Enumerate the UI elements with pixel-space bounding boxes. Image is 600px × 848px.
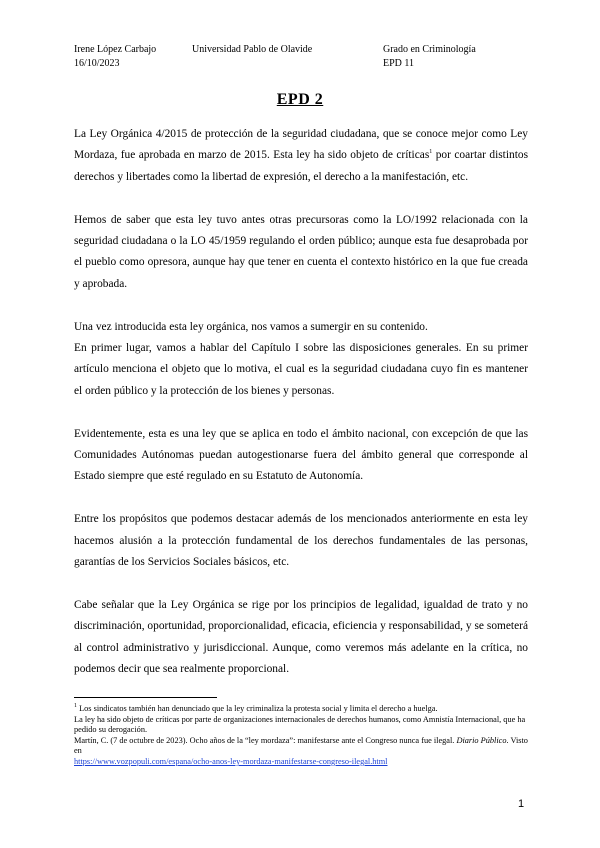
footnote-separator [74,697,217,698]
header-author: Irene López Carbajo [74,44,157,55]
footnote-line-2: La ley ha sido objeto de críticas por parte de organizaciones internacionales de derechos humanos, como Amnistía Internacional, que ha pedido su derogación. [74,714,526,735]
paragraph-purposes: Entre los propósitos que podemos destacar además de los mencionados anteriormente en esta ley hacemos alusión a la protección fundamental de los derechos fundamentales de las personas, garantías de los Servicios Sociales básicos, etc. [74,513,528,569]
paragraph-precursors: Hemos de saber que esta ley tuvo antes otras precursoras como la LO/1992 relacionada con la seguridad ciudadana o la LO 45/1959 regulando el orden público; aunque esta fue desaprobada por el pueblo como opresora, aunque hay que tener en cuenta el contexto histórico en la que fue creada y aprobada. [74,213,528,290]
header-degree: Grado en Criminología [383,44,476,55]
footnote [74,704,534,768]
header-epd: EPD 11 [383,58,415,69]
citation-text: Martín, C. (7 de octubre de 2023). Ocho años de la “ley mordaza”: manifestarse ante el Congreso nunca fue ilegal. [74,735,457,745]
paragraph-principles: Cabe señalar que la Ley Orgánica se rige por los principios de legalidad, igualdad de trato y no discriminación, oportunidad, proporcionalidad, eficacia, eficiencia y responsabilidad, y se someterá al control administrativo y jurisdiccional. Aunque, como veremos más adelante en la crítica, no podemos decir que sea realmente proporcional. [74,598,528,676]
header-date: 16/10/2023 [74,58,120,69]
citation-link[interactable]: https://www.vozpopuli.com/espana/ocho-anos-ley-mordaza-manifestarse-congreso-ilegal.html [74,756,388,766]
header-university: Universidad Pablo de Olavide [192,44,313,55]
document-body [74,124,528,702]
citation-source: Diario Público [456,735,507,745]
footnote-citation [74,736,534,757]
paragraph-intro-post: por coartar distintos derechos y libertades como la libertad de expresión, el derecho a la manifestación, etc. [74,149,529,183]
page-number: 1 [518,798,525,810]
paragraph-intro [74,124,528,188]
paragraph-scope: Evidentemente, esta es una ley que se aplica en todo el ámbito nacional, con excepción de que las Comunidades Autónomas puedan autogestionarse fuera del ámbito general que corresponde al Estado siempre que esté regulado en su Estatuto de Autonomía. [74,427,528,483]
footnote-reference[interactable]: 1 [429,149,433,156]
citation-seen: . Visto en [74,735,528,756]
footnote-link-line [74,757,534,768]
paragraph-chapter-one: En primer lugar, vamos a hablar del Capítulo I sobre las disposiciones generales. En su primer artículo menciona el objeto que lo motiva, el cual es la seguridad ciudadana cuyo fin es mantener el orden público y la protección de los bienes y personas. [74,342,528,397]
footnote-marker: 1 [74,703,77,710]
document-title: EPD 2 [276,91,324,108]
footnote-text-1: Los sindicatos también han denunciado que la ley criminaliza la protesta social y limita el derecho a huelga. [79,704,438,713]
paragraph-introduced: Una vez introducida esta ley orgánica, nos vamos a sumergir en su contenido. [74,320,428,333]
paragraph-intro-pre: La Ley Orgánica 4/2015 de protección de la seguridad ciudadana, que se conoce mejor como Ley Mordaza, fue aprobada en marzo de 2015. Esta ley ha sido objeto de críticas [74,128,528,162]
footnote-line-1 [74,704,534,715]
